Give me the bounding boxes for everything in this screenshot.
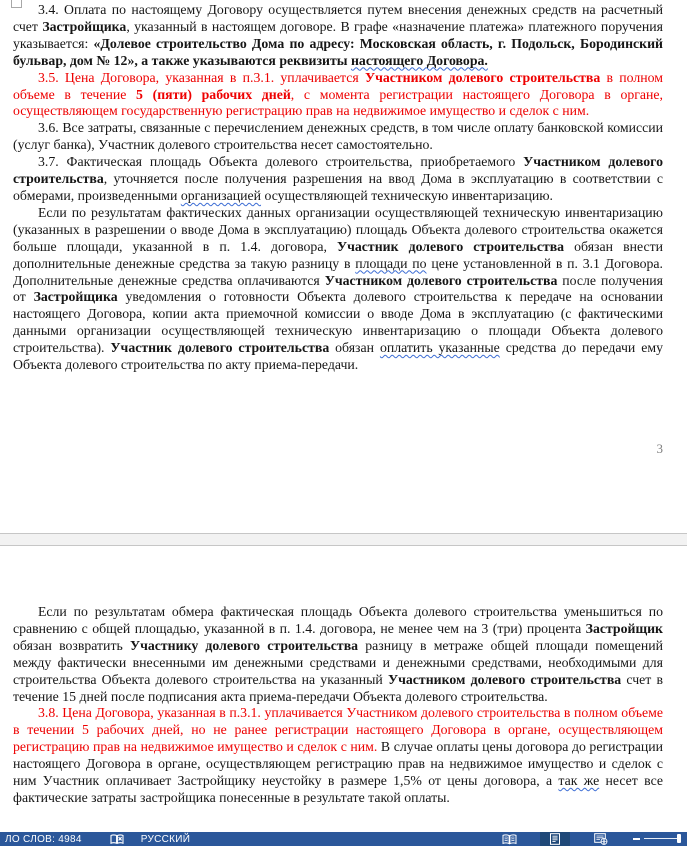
text-run: осуществляющей техническую инвентаризацию. bbox=[261, 187, 553, 203]
web-layout-icon bbox=[594, 833, 608, 845]
text-run: Участником долевого строительства bbox=[364, 69, 601, 85]
page-break-separator[interactable] bbox=[0, 533, 687, 546]
text-run: Участник долевого строительства bbox=[110, 340, 330, 356]
read-mode-icon bbox=[502, 834, 517, 845]
text-run: Если по результатам обмера фактическая площадь Объекта долевого строительства уменьшиться по сравнению с общей площадью, указанной в п. 1.4. договора, не менее чем на 3 (три) процента bbox=[13, 604, 663, 636]
text-run: счет в течение 15 дней после подписания акта приема-передачи Объекта долевого строительства. bbox=[13, 671, 663, 704]
text-run: Участником долевого строительства bbox=[324, 272, 558, 288]
page-4-body[interactable] bbox=[13, 604, 663, 807]
word-count-indicator[interactable]: ЛО СЛОВ: 4984 bbox=[5, 833, 82, 845]
text-run: обязан внести дополнительные денежные средства за такую разницу в bbox=[13, 238, 663, 271]
text-run: 3.6. Все затраты, связанные с перечислением денежных средств, в том числе оплату банковской комиссии (услуг банка), Участник долевого строительства несет самостоятельно. bbox=[13, 120, 663, 153]
text-run: так же bbox=[558, 773, 600, 789]
web-layout-button[interactable] bbox=[586, 832, 616, 846]
text-run: в полном объеме в течение bbox=[13, 69, 663, 102]
text-run: организацией bbox=[180, 187, 262, 203]
status-bar-right bbox=[494, 832, 687, 846]
text-run: настоящего Договора. bbox=[350, 52, 488, 68]
text-run: Застройщик bbox=[585, 620, 663, 636]
page-number: 3 bbox=[656, 441, 663, 456]
text-run: Застройщика bbox=[33, 289, 118, 305]
proofing-book-icon bbox=[110, 834, 124, 845]
proofing-errors-button[interactable] bbox=[107, 832, 127, 846]
text-run: цене установленной в п. 3.1 Договора. Дополнительные денежные средства оплачиваются bbox=[13, 255, 663, 288]
text-run: 3.7. Фактическая площадь Объекта долевого строительства, приобретаемого bbox=[38, 154, 524, 170]
paragraph[interactable] bbox=[13, 604, 663, 705]
text-run: оплатить указанные bbox=[379, 340, 500, 356]
minus-icon bbox=[633, 838, 640, 840]
print-layout-button[interactable] bbox=[540, 832, 570, 846]
text-run: несет все фактические затраты застройщика понесенные в результате такой оплаты. bbox=[13, 773, 663, 805]
text-run: , указанный в настоящем договоре. В графе «назначение платежа» платежного поручения указывается: bbox=[13, 18, 664, 51]
text-run: Застройщика bbox=[42, 18, 127, 34]
zoom-out-button[interactable] bbox=[628, 832, 644, 846]
text-run: средства до передачи ему Объекта долевого строительства по акту приема-передачи. bbox=[13, 340, 663, 373]
text-run: Участнику долевого строительства bbox=[129, 637, 359, 653]
paragraph[interactable] bbox=[13, 154, 663, 205]
paragraph[interactable] bbox=[13, 705, 663, 806]
paragraph[interactable] bbox=[13, 120, 663, 154]
text-run: Участником долевого строительства bbox=[388, 671, 622, 687]
read-mode-button[interactable] bbox=[494, 832, 524, 846]
text-run: 5 (пяти) рабочих дней bbox=[136, 86, 291, 102]
text-run: обязан возвратить bbox=[13, 637, 130, 653]
text-run: Если по результатам фактических данных организации осуществляющей техническую инвентаризацию (указанных в разрешении о вводе Дома в эксплуатацию) площадь Объекта долевого строительства окажется больше площади, указанной в п. 1.4. договора, bbox=[13, 204, 663, 254]
language-indicator[interactable]: РУССКИЙ bbox=[140, 833, 191, 845]
paragraph[interactable] bbox=[13, 205, 663, 374]
text-run: 3.4. Оплата по настоящему Договору осуществляется путем внесения денежных средств на расчетный счет bbox=[13, 2, 663, 34]
print-layout-icon bbox=[549, 833, 561, 845]
zoom-slider[interactable] bbox=[644, 832, 684, 846]
status-bar-left bbox=[0, 832, 193, 846]
text-run: уведомления о готовности Объекта долевого строительства к передаче на основании настоящего Договора, копии акта приемочной комиссии о вводе Дома в эксплуатацию (с фактическими данными организации осуществляющей техническую инвентаризацию о площади Объекта долевого строительства). bbox=[13, 289, 663, 356]
paragraph[interactable] bbox=[13, 70, 663, 121]
paragraph[interactable] bbox=[13, 2, 663, 70]
text-run: обязан bbox=[329, 340, 380, 356]
text-run: Участник долевого строительства bbox=[336, 238, 565, 254]
text-run: разницу в метраже общей площади помещений между фактически внесенными им денежными средствами и денежными средствами, необходимыми для строительства Объекта долевого строительства на указанный bbox=[13, 637, 663, 687]
zoom-slider-thumb[interactable] bbox=[677, 834, 681, 843]
text-run: площади по bbox=[355, 255, 427, 271]
text-run: , с момента регистрации настоящего Договора в органе, осуществляющем государственную регистрацию прав на недвижимое имущество и сделок с ним. bbox=[13, 86, 663, 119]
text-run: , уточняется после получения разрешения на ввод Дома в эксплуатацию в соответствии с обмерами, произведенными bbox=[13, 171, 663, 203]
text-run: Участником долевого строительства bbox=[13, 154, 663, 187]
status-bar bbox=[0, 832, 687, 846]
page-3-body[interactable] bbox=[13, 2, 663, 374]
zoom-slider-track bbox=[644, 838, 680, 839]
text-run: 3.8. Цена Договора, указанная в п.3.1. уплачивается Участником долевого строительства в полном объеме в течении 5 рабочих дней, но не ранее регистрации настоящего Договора в органе, осуществляющем регистрацию прав на недвижимое имущество и сделок с ним. bbox=[13, 705, 663, 755]
text-run: В случае оплаты цены договора до регистрации настоящего Договора в органе, осуществляющем регистрацию прав на недвижимое имущество и сделок с ним Участник оплачивает Застройщику неустойку в размере 1,5% от цены договора, а bbox=[13, 739, 663, 789]
text-run: 3.5. Цена Договора, указанная в п.3.1. уплачивается bbox=[38, 69, 365, 85]
text-run: «Долевое строительство Дома по адресу: Московская область, г. Подольск, Бородинский бульвар, дом № 12», а также указываются реквизиты bbox=[13, 35, 663, 68]
text-run: после получения от bbox=[13, 272, 664, 305]
